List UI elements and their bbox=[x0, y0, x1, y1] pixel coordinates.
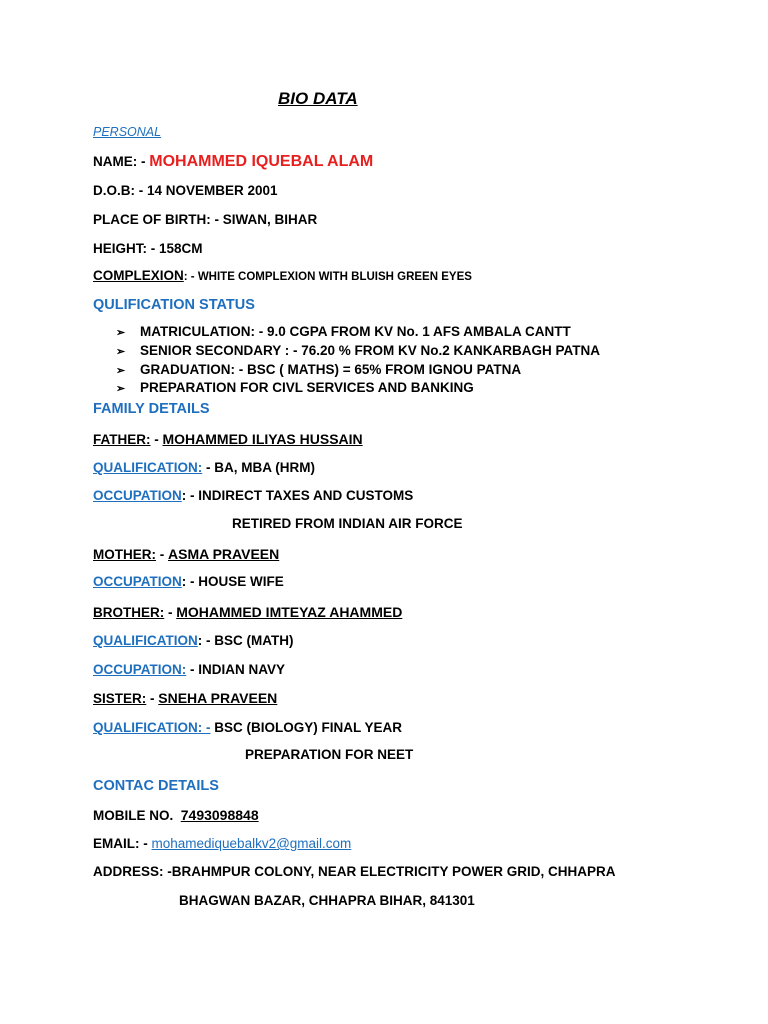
mother-occupation-line bbox=[93, 574, 284, 590]
mobile-value: 7493098848 bbox=[180, 807, 259, 823]
qualification-item-text: SENIOR SECONDARY : - 76.20 % FROM KV No.2 KANKARBAGH PATNA bbox=[140, 343, 601, 358]
personal-heading: PERSONAL bbox=[93, 125, 162, 139]
complexion-value: : - WHITE COMPLEXION WITH BLUISH GREEN EYES bbox=[183, 271, 472, 283]
brother-line bbox=[93, 604, 402, 621]
email-line bbox=[93, 836, 351, 852]
mobile-label: MOBILE NO. bbox=[93, 808, 181, 823]
brother-sep: - bbox=[164, 605, 177, 620]
father-occupation-line2: RETIRED FROM INDIAN AIR FORCE bbox=[232, 516, 463, 531]
father-line bbox=[93, 431, 363, 448]
complexion-line bbox=[93, 268, 472, 285]
family-heading: FAMILY DETAILS bbox=[93, 401, 210, 417]
father-sep: - bbox=[150, 432, 163, 447]
father-occupation-value: : - INDIRECT TAXES AND CUSTOMS bbox=[181, 488, 414, 503]
dob-line: D.O.B: - 14 NOVEMBER 2001 bbox=[93, 183, 278, 198]
name-line bbox=[93, 154, 373, 170]
place-of-birth-line: PLACE OF BIRTH: - SIWAN, BIHAR bbox=[93, 212, 318, 227]
father-occupation-line bbox=[93, 488, 413, 504]
complexion-label: COMPLEXION bbox=[93, 268, 184, 283]
qualification-item bbox=[116, 324, 571, 341]
email-link[interactable]: mohamediquebalkv2@gmail.com bbox=[151, 836, 352, 851]
name-value: MOHAMMED IQUEBAL ALAM bbox=[149, 153, 374, 170]
father-qualification-label: QUALIFICATION: bbox=[93, 460, 203, 475]
address-line1: ADDRESS: -BRAHMPUR COLONY, NEAR ELECTRICITY POWER GRID, CHHAPRA bbox=[93, 864, 616, 879]
bullet-arrow-icon: ➢ bbox=[116, 365, 126, 377]
brother-qualification-label: QUALIFICATION bbox=[93, 633, 198, 648]
contact-heading: CONTAC DETAILS bbox=[93, 778, 219, 794]
sister-qualification-value: BSC (BIOLOGY) FINAL YEAR bbox=[210, 720, 403, 735]
mother-occupation-value: : - HOUSE WIFE bbox=[181, 574, 284, 589]
address-line2: BHAGWAN BAZAR, CHHAPRA BIHAR, 841301 bbox=[179, 893, 475, 908]
sister-label: SISTER: bbox=[93, 691, 147, 706]
bullet-arrow-icon: ➢ bbox=[116, 383, 126, 395]
qualification-heading: QULIFICATION STATUS bbox=[93, 297, 255, 313]
email-label: EMAIL: - bbox=[93, 836, 152, 851]
father-occupation-label: OCCUPATION bbox=[93, 488, 182, 503]
bullet-arrow-icon: ➢ bbox=[116, 346, 126, 358]
page-title: BIO DATA bbox=[278, 89, 358, 108]
father-qualification-line bbox=[93, 460, 315, 476]
sister-qualification-line bbox=[93, 720, 402, 736]
sister-qualification-line2: PREPARATION FOR NEET bbox=[245, 747, 414, 762]
brother-qualification-value: : - BSC (MATH) bbox=[197, 633, 294, 648]
sister-name: SNEHA PRAVEEN bbox=[158, 690, 278, 706]
mobile-line bbox=[93, 807, 259, 824]
bullet-arrow-icon: ➢ bbox=[116, 327, 126, 339]
qualification-item bbox=[116, 380, 474, 397]
sister-qualification-sep: : - bbox=[197, 720, 211, 735]
name-label: NAME: - bbox=[93, 154, 150, 169]
brother-qualification-line bbox=[93, 633, 293, 649]
qualification-item bbox=[116, 343, 600, 360]
brother-occupation-value: - INDIAN NAVY bbox=[186, 662, 286, 677]
sister-line bbox=[93, 690, 277, 707]
qualification-item-text: PREPARATION FOR CIVL SERVICES AND BANKING bbox=[140, 380, 474, 395]
mother-occupation-label: OCCUPATION bbox=[93, 574, 182, 589]
brother-occupation-label: OCCUPATION: bbox=[93, 662, 187, 677]
father-qualification-value: - BA, MBA (HRM) bbox=[202, 460, 315, 475]
mother-sep: - bbox=[156, 547, 168, 562]
mother-label: MOTHER: bbox=[93, 547, 156, 562]
sister-qualification-label: QUALIFICATION bbox=[93, 720, 198, 735]
mother-name: ASMA PRAVEEN bbox=[168, 546, 280, 562]
brother-name: MOHAMMED IMTEYAZ AHAMMED bbox=[176, 604, 403, 620]
qualification-item-text: MATRICULATION: - 9.0 CGPA FROM KV No. 1 AFS AMBALA CANTT bbox=[140, 324, 571, 339]
brother-label: BROTHER: bbox=[93, 605, 165, 620]
mother-line bbox=[93, 546, 279, 563]
qualification-item-text: GRADUATION: - BSC ( MATHS) = 65% FROM IGNOU PATNA bbox=[140, 362, 522, 377]
father-label: FATHER: bbox=[93, 432, 151, 447]
qualification-item bbox=[116, 362, 521, 379]
height-line: HEIGHT: - 158CM bbox=[93, 241, 203, 256]
brother-occupation-line bbox=[93, 662, 285, 678]
father-name: MOHAMMED ILIYAS HUSSAIN bbox=[162, 431, 363, 447]
sister-sep: - bbox=[146, 691, 159, 706]
